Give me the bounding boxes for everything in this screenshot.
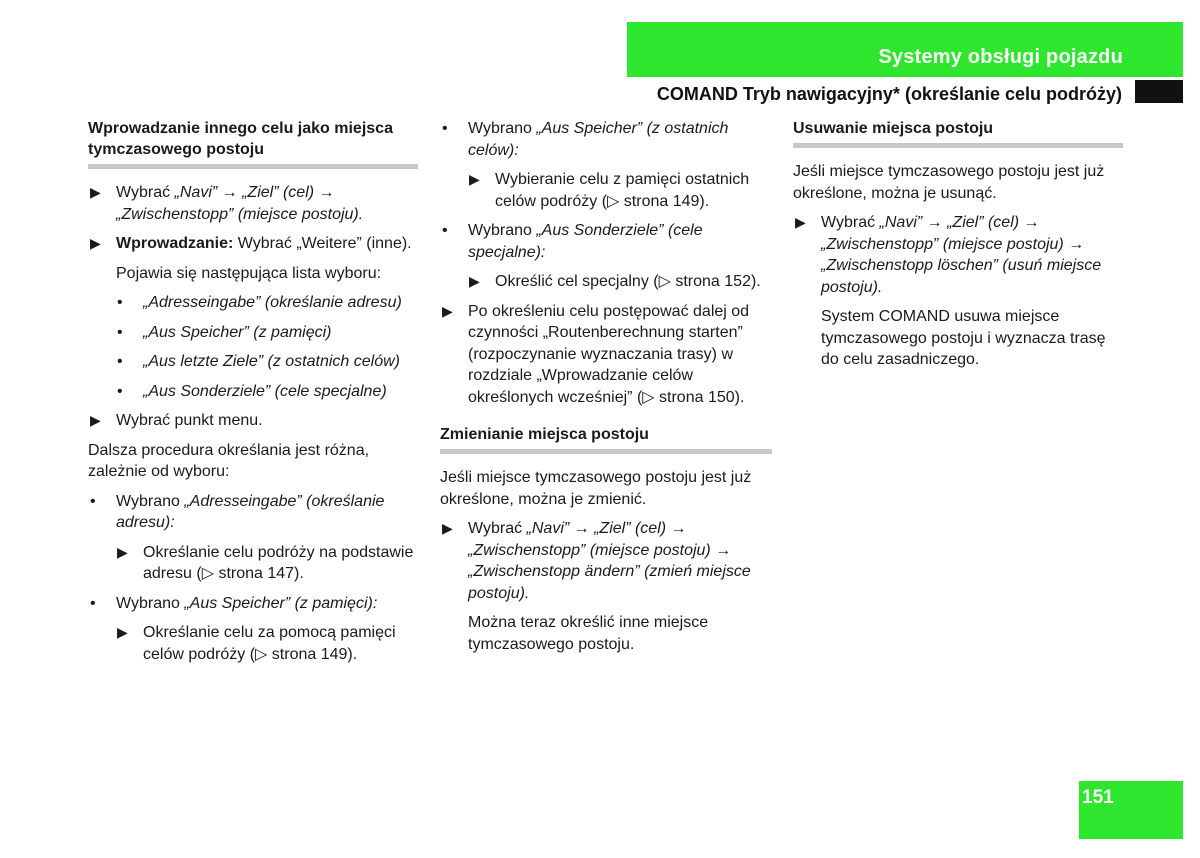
bullet-item: • Wybrano „Adresseingabe” (określanie adresu): [90,492,385,531]
column-3 [793,118,1123,379]
bullet-icon: • [442,222,448,239]
section-marker [1135,80,1183,103]
step-item: ▶ Wybrać „Navi” → „Ziel” (cel) → „Zwischenstopp” (miejsce postoju) → „Zwischenstopp löschen” (usuń miejsce postoju). [795,214,1102,296]
step-arrow-icon: ▶ [469,273,480,289]
step-item: ▶ Wprowadzanie: Wybrać „Weitere” (inne). [88,233,418,255]
bullet-icon: • [117,323,123,341]
step-item: ▶ Określić cel specjalny (▷ strona 152). [467,271,772,293]
option-item: • „Aus Speicher” (z pamięci) [115,322,418,344]
heading-rule [793,143,1123,148]
step-arrow-icon: ▶ [469,171,480,187]
option-item: • „Adresseingabe” (określanie adresu) [115,292,418,314]
heading-rule [88,164,418,169]
paragraph: Dalsza procedura określania jest różna, zależnie od wyboru: [88,441,370,480]
paragraph: Jeśli miejsce tymczasowego postoju jest już określone, można je usunąć. [793,163,1105,202]
step-item: ▶ Określanie celu za pomocą pamięci celów podróży (▷ strona 149). [117,624,396,663]
step-arrow-icon: ▶ [442,302,453,319]
step-arrow-icon: ▶ [117,543,128,560]
list-intro: Pojawia się następująca lista wyboru: [116,264,382,282]
bullet-item: • Wybrano „Aus Speicher” (z pamięci): [88,593,418,615]
step-item: ▶ Określanie celu podróży na podstawie adresu (▷ strona 147). [117,543,414,582]
step-item: ▶ Wybrać punkt menu. [88,410,418,432]
bullet-icon: • [117,382,123,400]
column-1 [88,118,418,673]
step-item: ▶ Wybieranie celu z pamięci ostatnich celów podróży (▷ strona 149). [469,171,750,210]
option-item: • „Aus Sonderziele” (cele specjalne) [115,381,418,403]
heading-rule [440,449,772,454]
option-item: • „Aus letzte Ziele” (z ostatnich celów) [115,351,418,373]
page-tab [1079,781,1183,839]
section-heading: Wprowadzanie innego celu jako miejsca tymczasowego postoju [88,120,393,158]
bullet-icon: • [117,353,123,370]
bullet-icon: • [90,594,96,612]
step-item: ▶ Wybrać „Navi” → „Ziel” (cel) → „Zwischenstopp” (miejsce postoju). [90,184,364,223]
step-arrow-icon: ▶ [442,520,453,536]
bullet-icon: • [442,120,448,137]
step-arrow-icon: ▶ [90,412,101,428]
section-heading: Usuwanie miejsca postoju [793,120,994,137]
paragraph: Jeśli miejsce tymczasowego postoju jest już określone, można je zmienić. [440,469,752,508]
step-arrow-icon: ▶ [90,235,101,251]
bullet-icon: • [90,492,96,510]
page-number: 151 [1082,787,1114,808]
step-arrow-icon: ▶ [90,184,101,200]
column-2 [440,118,772,663]
bullet-item: • Wybrano „Aus Speicher” (z ostatnich celów): [442,120,729,159]
chapter-tab [627,22,1183,77]
bullet-item: • Wybrano „Aus Sonderziele” (cele specjalne): [442,222,703,261]
bullet-icon: • [117,294,123,311]
step-item: ▶ Po określeniu celu postępować dalej od czynności „Routenberechnung starten” (rozpoczynanie wyznaczania trasy) w rozdziale „Wprowadzanie celów określonych wcześniej” (▷ strona 150). [442,302,750,406]
section-title: COMAND Tryb nawigacyjny* (określanie celu podróży) [656,84,1122,104]
step-arrow-icon: ▶ [117,624,128,640]
step-arrow-icon: ▶ [795,214,806,230]
section-heading: Zmienianie miejsca postoju [440,426,649,443]
step-item: ▶ Wybrać „Navi” → „Ziel” (cel) → „Zwischenstopp” (miejsce postoju) → „Zwischenstopp ändern” (zmień miejsce postoju). [442,520,751,602]
result-text: System COMAND usuwa miejsce tymczasowego postoju i wyznacza trasę do celu zasadniczego. [821,308,1106,368]
chapter-title: Systemy obsługi pojazdu [878,46,1123,68]
result-text: Można teraz określić inne miejsce tymczasowego postoju. [468,614,709,653]
